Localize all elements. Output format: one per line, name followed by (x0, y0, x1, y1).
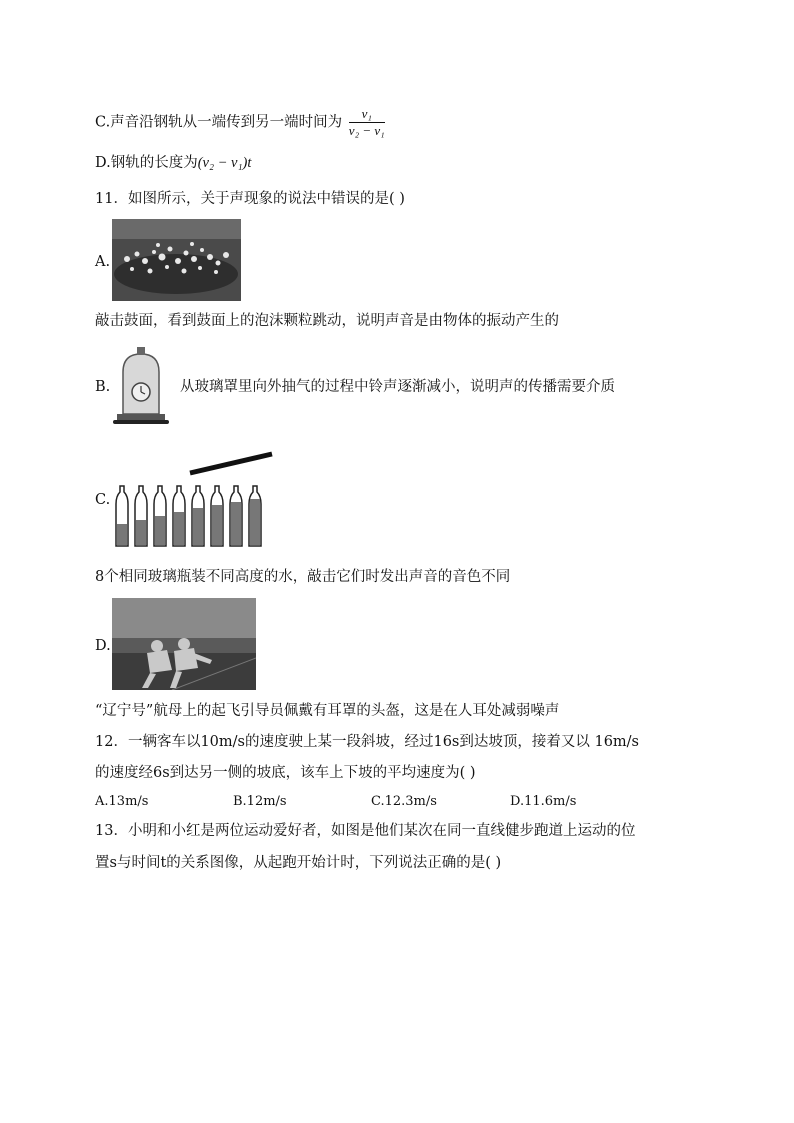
aircraft-carrier-crew-image (112, 598, 256, 690)
q13-stem-line1: 13．小明和小红是两位运动爱好者，如图是他们某次在同一直线健步跑道上运动的位 (95, 823, 636, 839)
q11-option-b-label: B. (95, 379, 111, 395)
q11-option-a-text: 敲击鼓面，看到鼓面上的泡沫颗粒跳动，说明声音是由物体的振动产生的 (95, 313, 559, 329)
q11-stem: 11．如图所示，关于声现象的说法中错误的是( ) (95, 191, 405, 207)
drum-foam-particles-image (112, 219, 241, 301)
q10-option-d-expression: (v₂ − v₁)t (197, 155, 252, 171)
bell-jar-image (109, 344, 173, 428)
q12-option-b: B.12m/s (233, 794, 287, 809)
q13-stem-line2: 置s与时间t的关系图像，从起跑开始计时，下列说法正确的是( ) (95, 855, 502, 871)
q11-option-d-label: D. (95, 638, 111, 654)
q10-option-c (95, 106, 385, 139)
water-bottles-image (110, 448, 275, 548)
q11-option-b-text: 从玻璃罩里向外抽气的过程中铃声逐渐减小，说明声的传播需要介质 (180, 379, 615, 395)
q10-option-d-text: D.钢轨的长度为 (95, 155, 198, 171)
q11-option-c-label: C. (95, 492, 111, 508)
q10-option-c-fraction (349, 106, 385, 139)
q11-option-c-text: 8个相同玻璃瓶装不同高度的水，敲击它们时发出声音的音色不同 (95, 569, 511, 585)
q10-option-c-text: C.声音沿钢轨从一端传到另一端时间为 (95, 114, 343, 131)
q12-stem-line1: 12．一辆客车以10m/s的速度驶上某一段斜坡，经过16s到达坡顶，接着又以 16m/s (95, 734, 640, 750)
fraction-denominator: v₂ − v₁ (348, 123, 385, 138)
q12-option-a: A.13m/s (95, 794, 149, 809)
q11-option-d-text: “辽宁号”航母上的起飞引导员佩戴有耳罩的头盔，这是在人耳处减弱噪声 (95, 703, 560, 719)
fraction-numerator: v₁ (349, 106, 385, 123)
q11-option-a-label: A. (95, 254, 111, 270)
q12-option-d: D.11.6m/s (510, 794, 577, 809)
q12-option-c: C.12.3m/s (371, 794, 437, 809)
q10-option-d (95, 153, 251, 173)
q12-stem-line2: 的速度经6s到达另一侧的坡底，该车上下坡的平均速度为( ) (95, 765, 476, 781)
